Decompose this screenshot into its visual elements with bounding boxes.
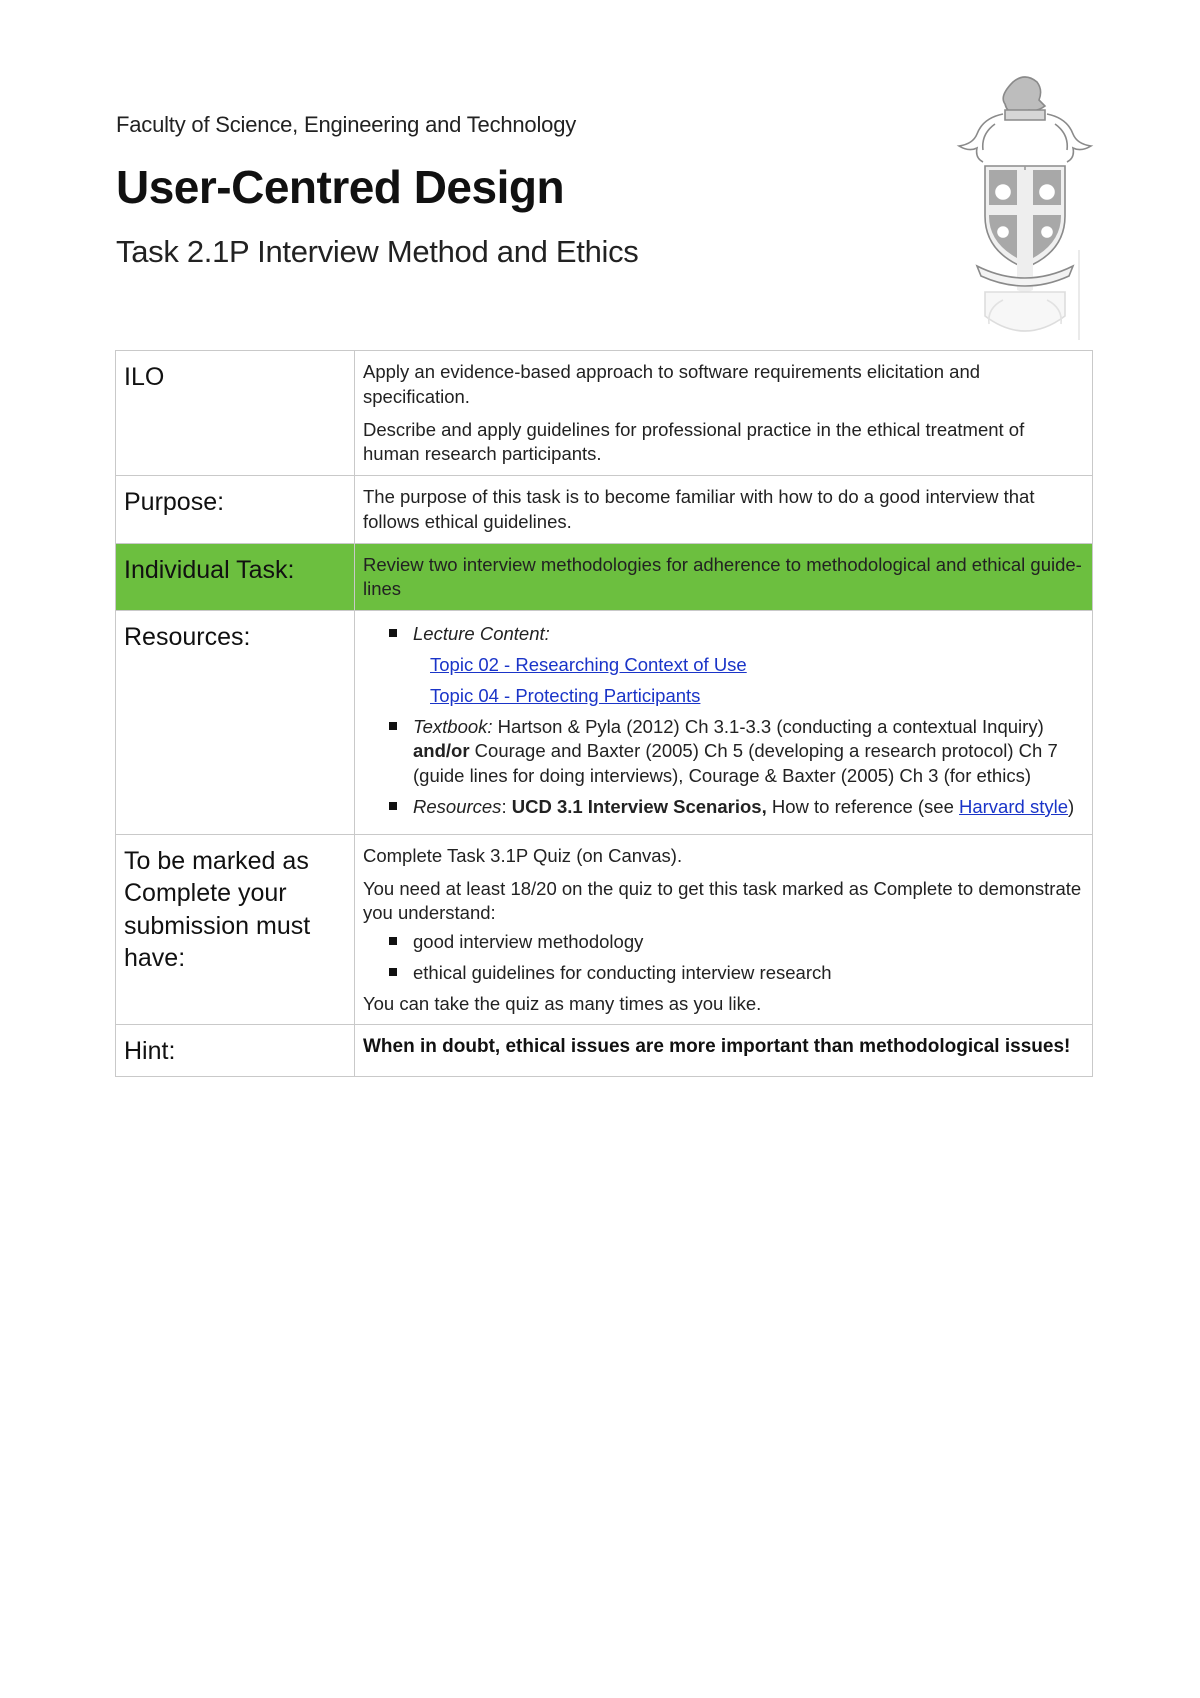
list-item bbox=[363, 961, 1084, 986]
document-header bbox=[116, 112, 916, 270]
hint-content bbox=[355, 1025, 1093, 1077]
marking-content bbox=[355, 834, 1093, 1025]
close-paren: ) bbox=[1067, 795, 1075, 817]
purpose-content bbox=[355, 476, 1093, 544]
resources-list bbox=[363, 622, 1084, 819]
bullet-icon bbox=[389, 802, 397, 810]
task-title: Task 2.1P Interview Method and Ethics bbox=[116, 234, 639, 269]
list-item bbox=[363, 622, 1084, 708]
list-item bbox=[363, 795, 1084, 820]
ilo-text-2: Describe and apply guidelines for professional practice in the ethical treatment of human research participants. bbox=[363, 418, 1025, 465]
individual-task-content bbox=[355, 543, 1093, 611]
bullet-icon bbox=[389, 968, 397, 976]
marking-list bbox=[363, 930, 1084, 986]
ilo-row bbox=[116, 351, 1093, 476]
textbook-andor: and/or bbox=[413, 740, 470, 762]
marking-bullet-1: good interview methodology bbox=[413, 931, 644, 953]
marking-row bbox=[116, 834, 1093, 1025]
ilo-label: ILO bbox=[116, 351, 355, 476]
ilo-content bbox=[355, 351, 1093, 476]
individual-task-label: Individual Task: bbox=[116, 543, 355, 611]
hint-label: Hint: bbox=[116, 1025, 355, 1077]
purpose-text: The purpose of this task is to become familiar with how to do a good interview that follows ethical guidelines. bbox=[363, 486, 1035, 532]
list-item bbox=[363, 715, 1084, 789]
resources-row bbox=[116, 611, 1093, 834]
bullet-icon bbox=[389, 629, 397, 637]
textbook-label: Textbook: bbox=[413, 715, 493, 737]
hint-row bbox=[116, 1025, 1093, 1077]
marking-text-2: You need at least 18/20 on the quiz to get this task marked as Complete to demonstrate you understand: bbox=[363, 877, 1082, 924]
marking-text-3: You can take the quiz as many times as you like. bbox=[363, 992, 762, 1014]
harvard-style-link[interactable]: Harvard style bbox=[959, 795, 1068, 817]
purpose-row bbox=[116, 476, 1093, 544]
marking-bullet-2: ethical guidelines for conducting interview research bbox=[413, 961, 832, 983]
lecture-content-label: Lecture Content: bbox=[413, 623, 550, 645]
marking-label: To be marked as Complete your submission must have: bbox=[116, 834, 355, 1025]
task-info-table bbox=[115, 350, 1093, 1077]
purpose-label: Purpose: bbox=[116, 476, 355, 544]
reference-text: How to reference (see bbox=[766, 795, 959, 817]
hint-text: When in doubt, ethical issues are more important than methodological issues! bbox=[363, 1036, 1071, 1058]
list-item bbox=[363, 930, 1084, 955]
resources-item-label: Resources bbox=[413, 795, 502, 817]
faculty-name: Faculty of Science, Engineering and Technology bbox=[116, 112, 577, 137]
course-title: User-Centred Design bbox=[116, 161, 565, 213]
resources-label: Resources: bbox=[116, 611, 355, 834]
interview-scenarios: UCD 3.1 Interview Scenarios, bbox=[511, 795, 767, 817]
bullet-icon bbox=[389, 937, 397, 945]
textbook-text-b: Courage and Baxter (2005) Ch 5 (developing a research protocol) Ch 7 (guide lines for doing interviews), Courage & Baxter (2005) Ch 3 (for ethics) bbox=[413, 740, 1058, 787]
marking-text-1: Complete Task 3.1P Quiz (on Canvas). bbox=[363, 844, 683, 866]
bullet-icon bbox=[389, 722, 397, 730]
resources-colon: : bbox=[501, 795, 512, 817]
textbook-text-a: Hartson & Pyla (2012) Ch 3.1-3.3 (conducting a contextual Inquiry) bbox=[492, 715, 1044, 737]
ilo-text-1: Apply an evidence-based approach to software requirements elicitation and specification. bbox=[363, 361, 981, 407]
individual-task-text: Review two interview methodologies for adherence to methodological and ethical guide-lines bbox=[363, 553, 1082, 600]
topic-04-link[interactable]: Topic 04 - Protecting Participants bbox=[430, 684, 701, 706]
individual-task-row bbox=[116, 543, 1093, 611]
resources-content bbox=[355, 611, 1093, 834]
topic-02-link[interactable]: Topic 02 - Researching Context of Use bbox=[430, 654, 747, 676]
university-crest-icon bbox=[955, 70, 1095, 350]
